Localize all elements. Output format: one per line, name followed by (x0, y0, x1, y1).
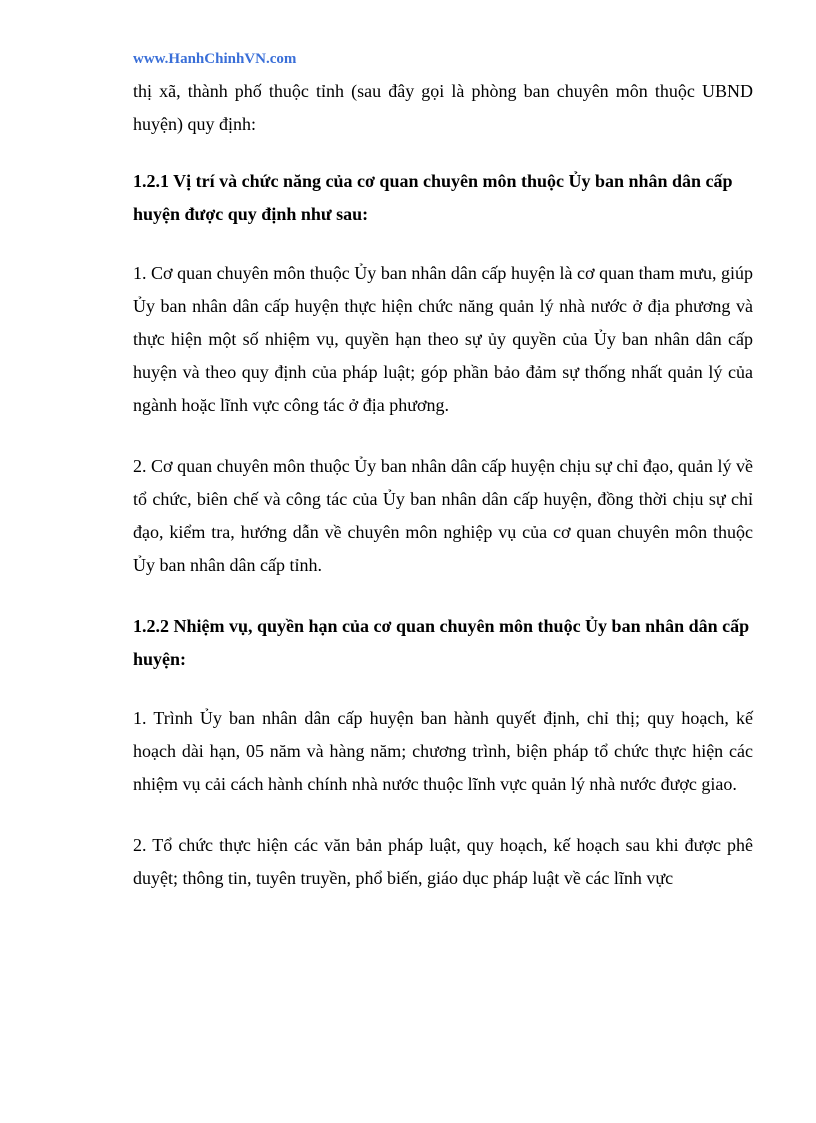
section-1-paragraph-2: 2. Cơ quan chuyên môn thuộc Ủy ban nhân dân cấp huyện chịu sự chỉ đạo, quản lý về tổ chức, biên chế và công tác của Ủy ban nhân dân cấp huyện, đồng thời chịu sự chỉ đạo, kiểm tra, hướng dẫn về chuyên môn nghiệp vụ của cơ quan chuyên môn thuộc Ủy ban nhân dân cấp tỉnh. (133, 456, 753, 575)
section-1-paragraph-1: 1. Cơ quan chuyên môn thuộc Ủy ban nhân dân cấp huyện là cơ quan tham mưu, giúp Ủy ban nhân dân cấp huyện thực hiện chức năng quản lý nhà nước ở địa phương và thực hiện một số nhiệm vụ, quyền hạn theo sự ủy quyền của Ủy ban nhân dân cấp huyện và theo quy định của pháp luật; góp phần bảo đảm sự thống nhất quản lý của ngành hoặc lĩnh vực công tác ở địa phương. (133, 263, 753, 415)
intro-paragraph: thị xã, thành phố thuộc tỉnh (sau đây gọi là phòng ban chuyên môn thuộc UBND huyện) quy định: (133, 81, 753, 134)
document-body (133, 75, 753, 895)
section-2-paragraph-2: 2. Tổ chức thực hiện các văn bản pháp luật, quy hoạch, kế hoạch sau khi được phê duyệt; thông tin, tuyên truyền, phổ biến, giáo dục pháp luật về các lĩnh vực (133, 835, 753, 888)
section-2-paragraph-1: 1. Trình Ủy ban nhân dân cấp huyện ban hành quyết định, chỉ thị; quy hoạch, kế hoạch dài hạn, 05 năm và hàng năm; chương trình, biện pháp tổ chức thực hiện các nhiệm vụ cải cách hành chính nhà nước thuộc lĩnh vực quản lý nhà nước được giao. (133, 708, 753, 794)
section-heading-1-2-2: 1.2.2 Nhiệm vụ, quyền hạn của cơ quan chuyên môn thuộc Ủy ban nhân dân cấp huyện: (133, 616, 750, 669)
section-heading-1-2-1: 1.2.1 Vị trí và chức năng của cơ quan chuyên môn thuộc Ủy ban nhân dân cấp huyện được quy định như sau: (133, 171, 733, 224)
site-link[interactable]: www.HanhChinhVN.com (133, 51, 297, 67)
